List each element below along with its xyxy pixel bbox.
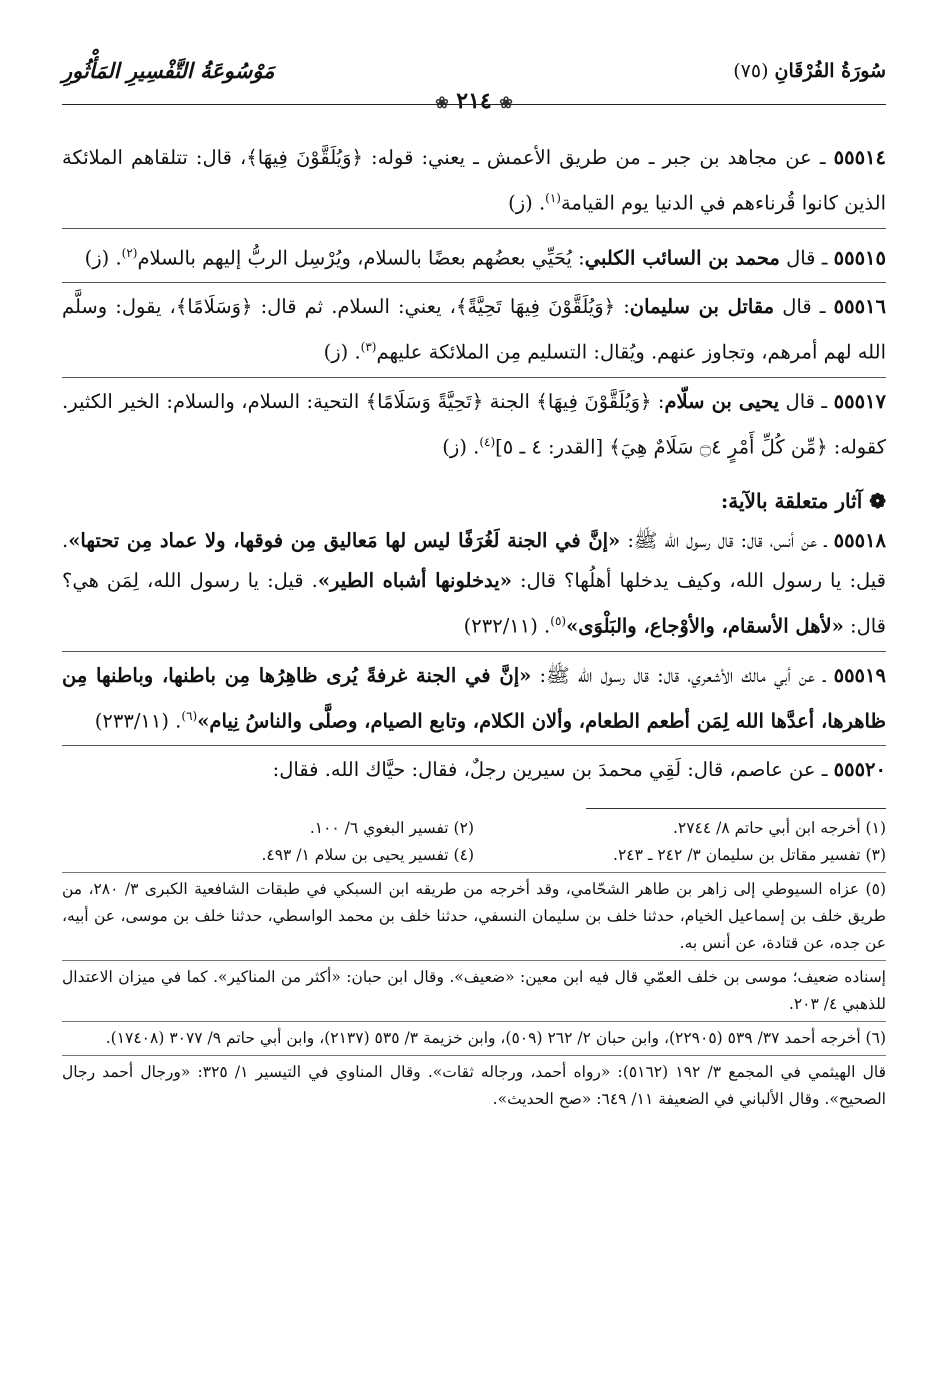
paragraph-text: ـ عن أنس، قال: قال رسول الله ﷺ: [620, 529, 834, 552]
paragraph-tail: . (ز) [84, 246, 122, 269]
footnote-ref[interactable]: (٢) [121, 245, 138, 260]
footnote-rule [586, 808, 886, 809]
footnote: (٣) تفسير مقاتل بن سليمان ٣/ ٢٤٢ ـ ٢٤٣. [613, 846, 886, 864]
paragraph-text: : ﴿وَيُلَقَّوْنَ فِيهَا تَحِيَّةً﴾، يعني: السلام. ثم قال: ﴿وَسَلَامًا﴾، يقول: وسلَّم الله لهم أمرهم، وتجاوز عنهم. ويُقال: التسليم مِن الملائكة عليهم [62, 295, 886, 364]
book-title: مَوْسُوعَةُ التَّفْسِيرِ المَأْثُورِ [62, 58, 275, 83]
divider [62, 282, 886, 283]
narrator-name: محمد بن السائب الكلبي [584, 246, 780, 269]
divider [62, 960, 886, 961]
paragraph-text: . قيل: يا رسول الله، لِمَن هي؟ قال: [62, 569, 886, 638]
paragraph-tail: . (ز) [508, 191, 546, 215]
surah-number: (٧٥) [733, 60, 769, 82]
footnote: (٤) تفسير يحيى بن سلام ١/ ٤٩٣. [261, 846, 474, 864]
divider [62, 377, 886, 378]
divider [62, 228, 886, 229]
paragraph-text: ـ قال [779, 389, 834, 413]
hadith-paragraph [62, 656, 886, 742]
paragraph-number: ٥٥٥١٩ [833, 663, 886, 687]
divider [62, 872, 886, 873]
paragraph-text: : يُحَيِّي بعضُهم بعضًا بالسلام، ويُرْسِل الربُّ إليهم بالسلام [137, 246, 585, 269]
narrator-name: مقاتل بن سليمان [629, 295, 775, 318]
section-title [62, 481, 886, 521]
footnote: (١) أخرجه ابن أبي حاتم ٨/ ٢٧٤٤. [672, 819, 886, 837]
hadith-text: «إنَّ في الجنة لَغُرَفًا ليس لها مَعاليق مِن فوقها، ولا عماد مِن تحتها» [68, 529, 621, 552]
paragraph [62, 138, 886, 224]
hadith-paragraph [62, 521, 886, 647]
hadith-text: «إنَّ في الجنة غرفةً يُرى ظاهِرُها مِن باطنها، وباطنها مِن ظاهرها، أعدَّها الله لِمَن أطعم الطعام، وألان الكلام، وتابع الصيام، وصلَّى والناسُ نِيام» [62, 663, 886, 732]
footnote-ref[interactable]: (٦) [181, 708, 198, 723]
paragraph-number: ٥٥٥١٧ [833, 389, 886, 413]
surah-header [733, 60, 886, 82]
paragraph-text: ـ قال [774, 295, 834, 318]
page-number-wrap [62, 88, 886, 114]
paragraph-text: ـ عن عاصم، قال: لَقِي محمدَ بن سيرين رجلٌ، فقال: حيَّاك الله. فقال: [272, 758, 834, 781]
paragraph-number: ٥٥٥١٥ [833, 246, 886, 269]
footnote-ref[interactable]: (١) [545, 191, 561, 205]
footnote: (٢) تفسير البغوي ٦/ ١٠٠. [309, 819, 474, 837]
header-rule [62, 104, 886, 105]
hadith-text: «يدخلونها أشباه الطير» [317, 569, 512, 592]
divider [62, 1055, 886, 1056]
paragraph-text: ـ عن مجاهد بن جبر ـ من طريق الأعمش ـ يعني: قوله: ﴿وَيُلَقَّوْنَ فِيهَا﴾، قال: تتلقاهم الملائكة الذين كانوا قُرناءهم في الدنيا يوم القيامة [62, 146, 886, 215]
paragraph-number: ٥٥٥٢٠ [833, 758, 886, 781]
footnote: (٦) أخرجه أحمد ٣٧/ ٥٣٩ (٢٢٩٠٥)، وابن حبان ٢/ ٢٦٢ (٥٠٩)، وابن خزيمة ٣/ ٥٣٥ (٢١٣٧)، وابن أبي حاتم ٩/ ٣٠٧٧ (١٧٤٠٨). [105, 1029, 886, 1047]
footnote: (٥) عزاه السيوطي إلى زاهر بن طاهر الشحّامي، وقد أخرجه من طريقه ابن السبكي في طبقات الشافعية الكبرى ٣/ ٢٨٠، من طريق خلف بن إسماعيل الخيام، حدثنا خلف بن سليمان النسفي، حدثنا خلف بن محمد الواسطي، حدثنا خلف بن موسى، عن أبيه، عن جده، عن قتادة، عن أنس به. [62, 880, 886, 952]
footnote-row [62, 842, 886, 869]
paragraph [62, 287, 886, 373]
paragraph-tail: . (٢٣٢/١١) [463, 614, 551, 638]
flower-icon: ❁ [869, 489, 886, 513]
ornament-icon: ❀ [435, 93, 449, 112]
section-title-text: آثار متعلقة بالآية: [720, 489, 863, 513]
footnote-ref[interactable]: (٣) [360, 340, 377, 354]
hadith-paragraph [62, 750, 886, 790]
paragraph-text: . قيل: يا رسول الله، وكيف يدخلها أهلُها؟ قال: [62, 529, 887, 592]
paragraph-text: : ﴿وَيُلَقَّوْنَ فِيهَا﴾ الجنة ﴿تَحِيَّةً وَسَلَامًا﴾ التحية: السلام، والسلام: الخير الكثير. كقوله: ﴿مِّن كُلِّ أَمْرٍ ۝٤ سَلَامٌ هِيَ﴾ [القدر: ٤ ـ ٥] [62, 389, 886, 458]
page-header [62, 58, 886, 114]
paragraph-text: ـ عن أبي مالك الأشعري، قال: قال رسول الله ﷺ: [531, 663, 834, 687]
narrator-name: يحيى بن سلّام [664, 389, 780, 413]
paragraph-tail: . (ز) [323, 340, 361, 364]
footnote: قال الهيثمي في المجمع ٣/ ١٩٢ (٥١٦٢): «رواه أحمد، ورجاله ثقات». وقال المناوي في التيسير ١/ ٣٢٥: «ورجال أحمد رجال الصحيح». وقال الألباني في الضعيفة ١١/ ٦٤٩: «صح الحديث». [62, 1063, 887, 1108]
page-body [62, 138, 886, 1113]
hadith-text: «لأهل الأسقام، والأوْجاع، والبَلْوَى» [566, 614, 844, 638]
paragraph-number: ٥٥٥١٨ [833, 529, 886, 552]
book-page [62, 60, 886, 1369]
divider [62, 745, 886, 746]
ornament-icon: ❀ [499, 93, 513, 112]
paragraph-tail: . (ز) [442, 435, 480, 458]
divider [62, 1021, 886, 1022]
footnote-row [62, 815, 886, 842]
footnote-ref[interactable]: (٤) [479, 434, 496, 449]
footnote-ref[interactable]: (٥) [550, 614, 567, 628]
paragraph-text: ـ قال [779, 246, 834, 269]
paragraph-tail: . (٢٣٣/١١) [94, 709, 182, 732]
paragraph-number: ٥٥٥١٤ [833, 146, 886, 169]
page-number: ٢١٤ [456, 88, 492, 114]
paragraph [62, 382, 886, 468]
paragraph-number: ٥٥٥١٦ [833, 295, 886, 318]
surah-name: سُورَةُ الفُرْقَانِ [774, 60, 886, 82]
paragraph [62, 233, 886, 279]
footnote: إسناده ضعيف؛ موسى بن خلف العمّي قال فيه ابن معين: «ضعيف». وقال ابن حبان: «أكثر من المناكير». كما في ميزان الاعتدال للذهبي ٤/ ٢٠٣. [62, 968, 886, 1013]
divider [62, 651, 886, 652]
